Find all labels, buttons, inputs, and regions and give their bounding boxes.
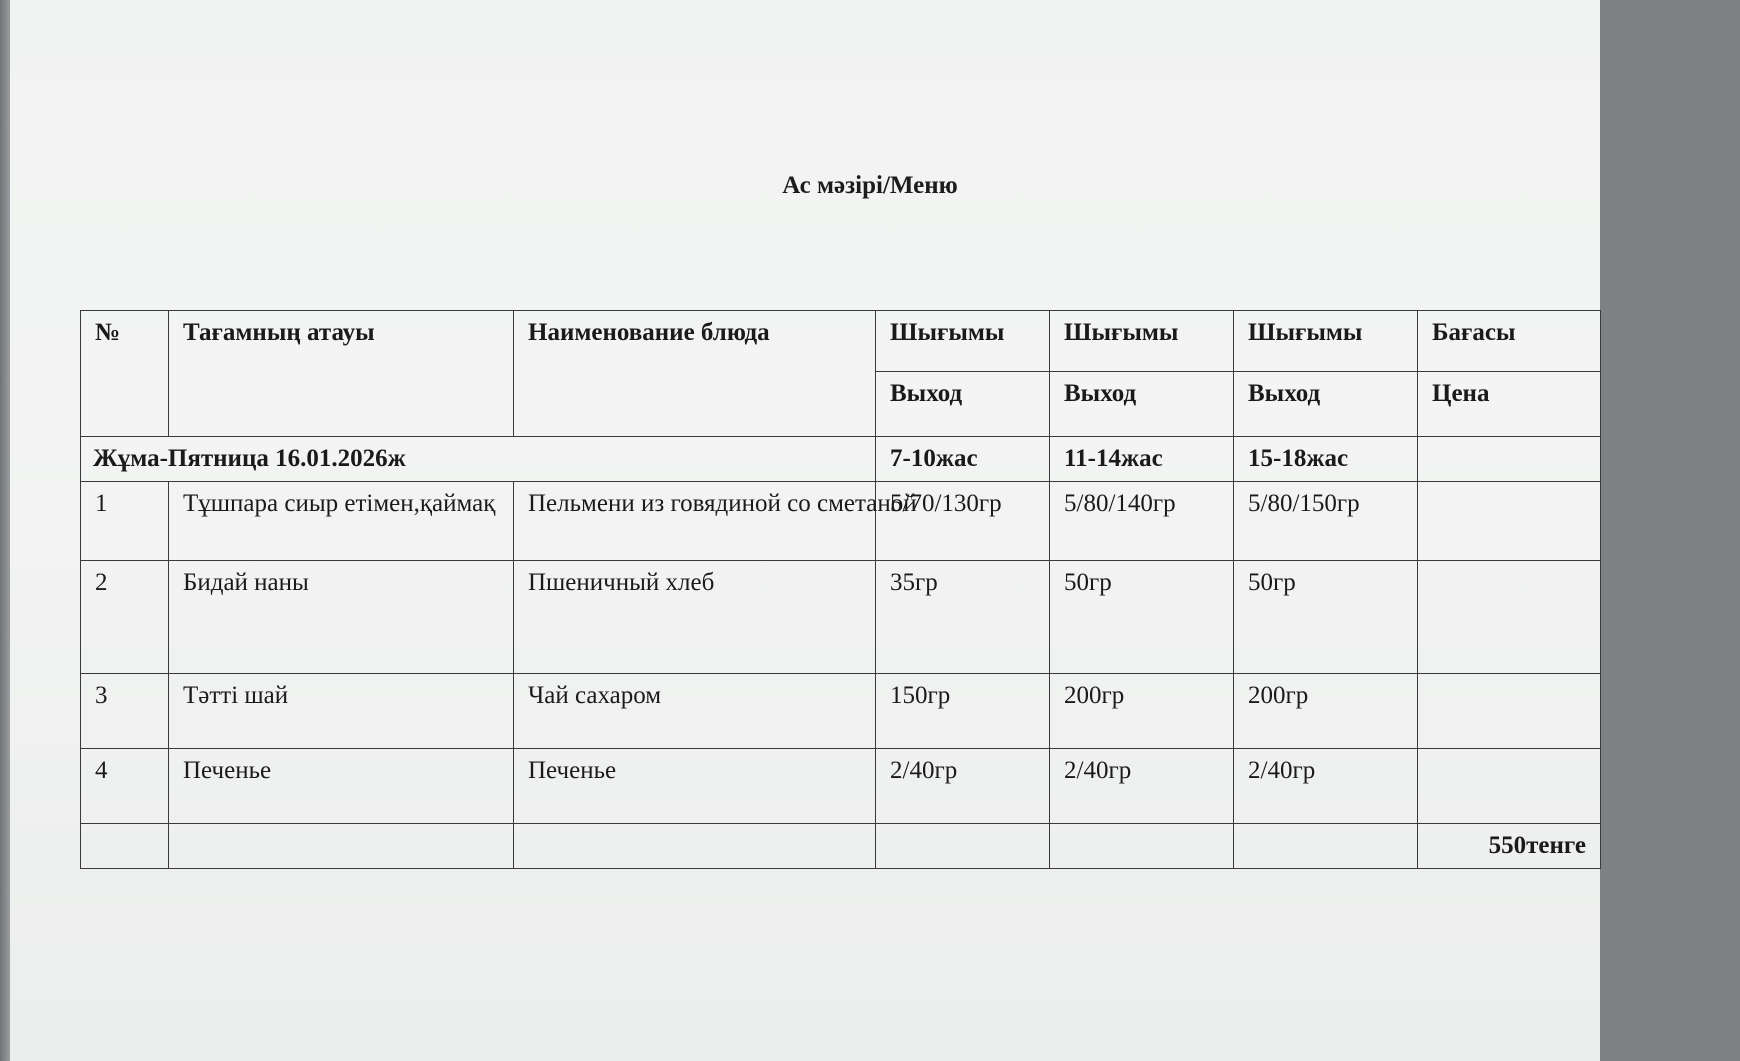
price-cell — [1418, 561, 1601, 674]
row-number: 3 — [81, 674, 169, 749]
header-number: № — [81, 311, 169, 437]
yield-15-18: 2/40гр — [1234, 749, 1418, 824]
table-row — [81, 482, 1601, 561]
header-price-kz: Бағасы — [1418, 311, 1601, 372]
yield-15-18: 50гр — [1234, 561, 1418, 674]
yield-7-10: 2/40гр — [876, 749, 1050, 824]
empty-cell — [81, 824, 169, 869]
empty-cell — [1050, 824, 1234, 869]
paper-edge-shadow — [0, 0, 10, 1061]
yield-15-18: 200гр — [1234, 674, 1418, 749]
date-row — [81, 437, 1601, 482]
day-label: Жұма-Пятница 16.01.2026ж — [81, 437, 876, 482]
age-group-price-empty — [1418, 437, 1601, 482]
header-yield-ru-3: Выход — [1234, 372, 1418, 437]
empty-cell — [169, 824, 514, 869]
dish-name-kz: Тәтті шай — [169, 674, 514, 749]
row-number: 4 — [81, 749, 169, 824]
yield-11-14: 5/80/140гр — [1050, 482, 1234, 561]
page-title: Ас мәзірі/Меню — [782, 172, 958, 199]
header-row — [81, 311, 1601, 372]
price-cell — [1418, 674, 1601, 749]
dish-name-kz: Бидай наны — [169, 561, 514, 674]
row-number: 2 — [81, 561, 169, 674]
total-price: 550тенге — [1418, 824, 1601, 869]
yield-15-18: 5/80/150гр — [1234, 482, 1418, 561]
header-yield-kz-1: Шығымы — [876, 311, 1050, 372]
header-price-ru: Цена — [1418, 372, 1601, 437]
yield-7-10: 150гр — [876, 674, 1050, 749]
header-name-ru: Наименование блюда — [514, 311, 876, 437]
age-group-1: 7-10жас — [876, 437, 1050, 482]
yield-11-14: 50гр — [1050, 561, 1234, 674]
header-yield-ru-1: Выход — [876, 372, 1050, 437]
table-row — [81, 561, 1601, 674]
yield-7-10: 35гр — [876, 561, 1050, 674]
price-cell — [1418, 749, 1601, 824]
dish-name-kz: Тұшпара сиыр етімен,қаймақ — [169, 482, 514, 561]
empty-cell — [876, 824, 1050, 869]
empty-cell — [1234, 824, 1418, 869]
header-yield-ru-2: Выход — [1050, 372, 1234, 437]
header-yield-kz-3: Шығымы — [1234, 311, 1418, 372]
empty-cell — [514, 824, 876, 869]
table-row — [81, 749, 1601, 824]
price-cell — [1418, 482, 1601, 561]
table-row — [81, 674, 1601, 749]
yield-7-10: 5/70/130гр — [876, 482, 1050, 561]
dish-name-ru: Пельмени из говядиной со сметаной — [514, 482, 876, 561]
dish-name-ru: Пшеничный хлеб — [514, 561, 876, 674]
dish-name-kz: Печенье — [169, 749, 514, 824]
menu-table — [80, 310, 1601, 869]
yield-11-14: 200гр — [1050, 674, 1234, 749]
dish-name-ru: Печенье — [514, 749, 876, 824]
total-row — [81, 824, 1601, 869]
header-yield-kz-2: Шығымы — [1050, 311, 1234, 372]
row-number: 1 — [81, 482, 169, 561]
age-group-2: 11-14жас — [1050, 437, 1234, 482]
header-name-kz: Тағамның атауы — [169, 311, 514, 437]
yield-11-14: 2/40гр — [1050, 749, 1234, 824]
age-group-3: 15-18жас — [1234, 437, 1418, 482]
dish-name-ru: Чай сахаром — [514, 674, 876, 749]
